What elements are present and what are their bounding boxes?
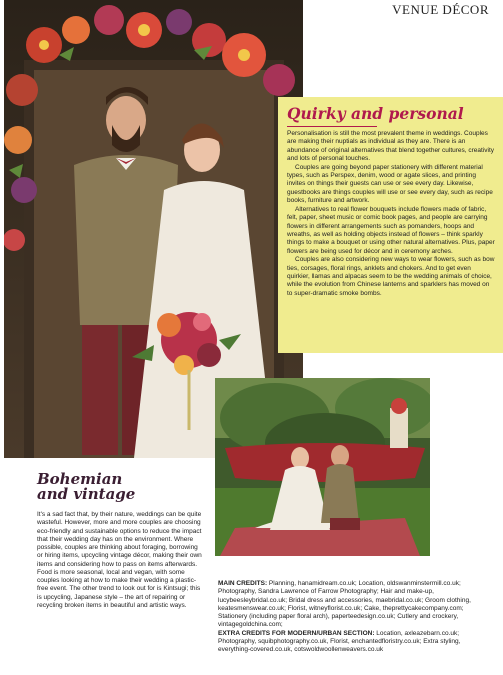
section-header: VENUE DÉCOR: [392, 2, 489, 17]
extra-credits-label: EXTRA CREDITS FOR MODERN/URBAN SECTION:: [218, 629, 375, 637]
quirky-paragraph: Personalisation is still the most prevalent theme in weddings. Couples are making their nuptials as individual as they are. There is an abundance of original alternatives that blend together cultures, creativity and lots of personal touches.: [287, 130, 495, 163]
bohemian-text: It's a sad fact that, by their nature, weddings can be quite wasteful. However, more and more couples are choosing eco-friendly and sustainable options to reduce the impact that their wedding day has on the environment. Where possible, couples are thinking about foraging, borrowing or hiring items, upcycling vintage décor, making their own items and considering how to pass on items afterwards. Food is more seasonal, local and vegan, with some couples looking at how to make their wedding a plastic-free event. The other trend to look out for is Kintsugi; this is upcycling, Japanese style – the art of repairing or recycling broken items in beautiful and artistic ways.: [37, 511, 202, 609]
bohemian-title: [37, 472, 137, 502]
credits-block: [218, 580, 493, 655]
quirky-paragraph: Alternatives to real flower bouquets include flowers made of fabric, felt, paper, sheet music or comic book pages, and people are carrying flowers in different arrangements such as pomanders, hoops and wreaths, as well as holding objects instead of flowers – think sparkly things to make a bouquet or using other natural alternatives. Plus, paper flowers are being used for décor and in ceremony arches.: [287, 205, 495, 255]
bohemian-title-line1: Bohemian: [37, 470, 123, 488]
main-credits-text: Planning, hanamidream.co.uk; Location, oldswanminstermill.co.uk; Photography, Sandra Lawrence of Farrow Photography; Hair and make-up, lucybeesleybridal.co.uk; Bridal dress and accessories, maebridal.co.uk; Groom clothing, keatesmenswear.co.uk; Florist, witneyflorist.co.uk; Cake, theprettycakecompany.com; Stationery (including paper floral arch), paperteedesign.co.uk; Cutlery and crockery, vintagegoldchina.com;: [218, 580, 471, 629]
main-credits-label: MAIN CREDITS:: [218, 580, 268, 587]
red-boat: [225, 443, 425, 482]
extra-credits: [218, 630, 493, 655]
main-credits: [218, 580, 493, 630]
title-underline: [287, 126, 377, 127]
extra-credits-text: Location, axleazebarn.co.uk; Photography, squibphotography.co.uk, Florist, enchantedfloristry.co.uk; Extra styling, everything-covered.co.uk, cotswoldwoollenweavers.co.uk: [218, 629, 461, 654]
quirky-paragraph: Couples are also considering new ways to wear flowers, such as bow ties, corsages, floral rings, anklets and chokers. And to get even quirkier, llamas and alpacas seem to be the wedding animals of choice, while the evolution from Chinese lanterns and sparklers has moved on to super-dramatic smoke bombs.: [287, 256, 495, 297]
quirky-paragraph: Couples are going beyond paper stationery with different material types, such as Perspex, denim, wood or agate slices, and printing invites on things their guests can use or see every day. Likewise, guestbooks are things couples will use or see every day, such as recipe books, furniture and artwork.: [287, 163, 493, 205]
quirky-personal-panel: [278, 97, 503, 353]
bohemian-title-line2: and vintage: [37, 485, 136, 503]
quirky-title: Quirky and personal: [287, 104, 464, 123]
picnic-photo: [215, 378, 430, 556]
